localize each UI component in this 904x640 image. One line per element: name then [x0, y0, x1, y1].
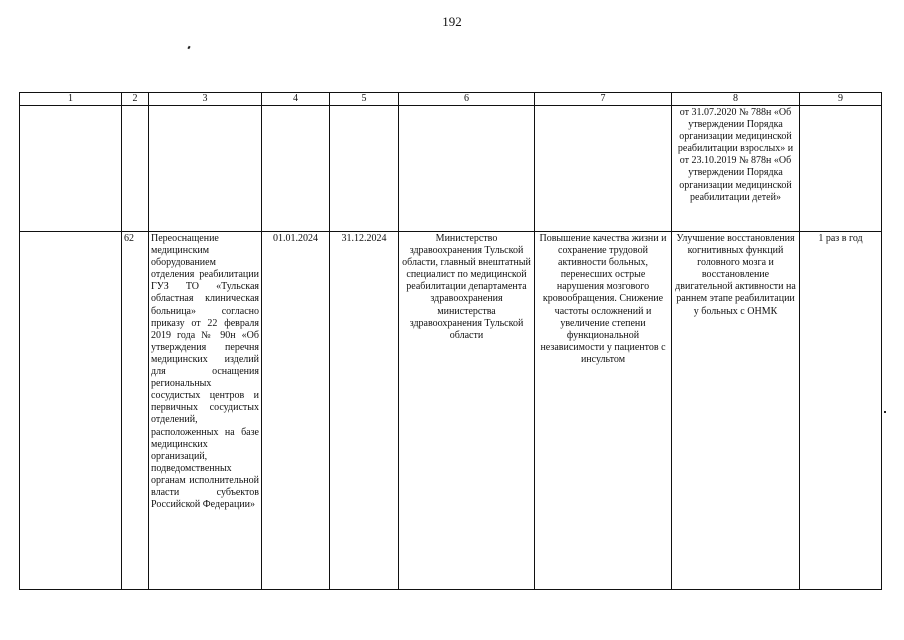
cell [399, 106, 535, 232]
col-header-8: 8 [672, 93, 800, 106]
cell-measure-name: Переоснащение медицинским оборудованием отделения реабилитации ГУЗ ТО «Тульская областная клиническая больница» согласно приказу от 22 февраля 2019 года № 90н «Об утверждения перечня медицинских изделий для оснащения региональных сосудистых центров и первичных сосудистых отделений, расположенных на базе медицинских организаций, подведомственных органам исполнительной власти субъектов Российской Федерации» [149, 232, 262, 590]
col-header-7: 7 [535, 93, 672, 106]
cell-frequency: 1 раз в год [800, 232, 882, 590]
cell [122, 106, 149, 232]
cell [262, 106, 330, 232]
page-number: 192 [442, 14, 462, 29]
col-header-4: 4 [262, 93, 330, 106]
cell [535, 106, 672, 232]
cell-indicator: Улучшение восстановления когнитивных функций головного мозга и восстановление двигательной активности на раннем этапе реабилитации у больных с ОНМК [672, 232, 800, 590]
col-header-9: 9 [800, 93, 882, 106]
continued-row [20, 106, 882, 232]
measures-table [19, 92, 882, 590]
cell-end-date: 31.12.2024 [330, 232, 399, 590]
col-header-3: 3 [149, 93, 262, 106]
cell [20, 106, 122, 232]
scan-speck [187, 46, 190, 50]
cell-expected-result: Повышение качества жизни и сохранение трудовой активности больных, перенесших острые нарушения мозгового кровообращения. Снижение частоты осложнений и увеличение степени функциональной независимости у пациентов с инсультом [535, 232, 672, 590]
cell-col1 [20, 232, 122, 590]
col-header-2: 2 [122, 93, 149, 106]
table-row-62 [20, 232, 882, 590]
col-header-1: 1 [20, 93, 122, 106]
cell-row-number: 62 [122, 232, 149, 590]
cell [149, 106, 262, 232]
cell [800, 106, 882, 232]
header-row [20, 93, 882, 106]
cell [330, 106, 399, 232]
cell-responsible: Министерство здравоохранения Тульской области, главный внештатный специалист по медицинской реабилитации департамента здравоохранения министерства здравоохранения Тульской области [399, 232, 535, 590]
col-header-6: 6 [399, 93, 535, 106]
cell-legal-references: от 31.07.2020 № 788н «Об утверждении Порядка организации медицинской реабилитации взрослых» и от 23.10.2019 № 878н «Об утверждении Порядка организации медицинской реабилитации детей» [672, 106, 800, 232]
cell-start-date: 01.01.2024 [262, 232, 330, 590]
col-header-5: 5 [330, 93, 399, 106]
scan-speck [884, 411, 886, 413]
